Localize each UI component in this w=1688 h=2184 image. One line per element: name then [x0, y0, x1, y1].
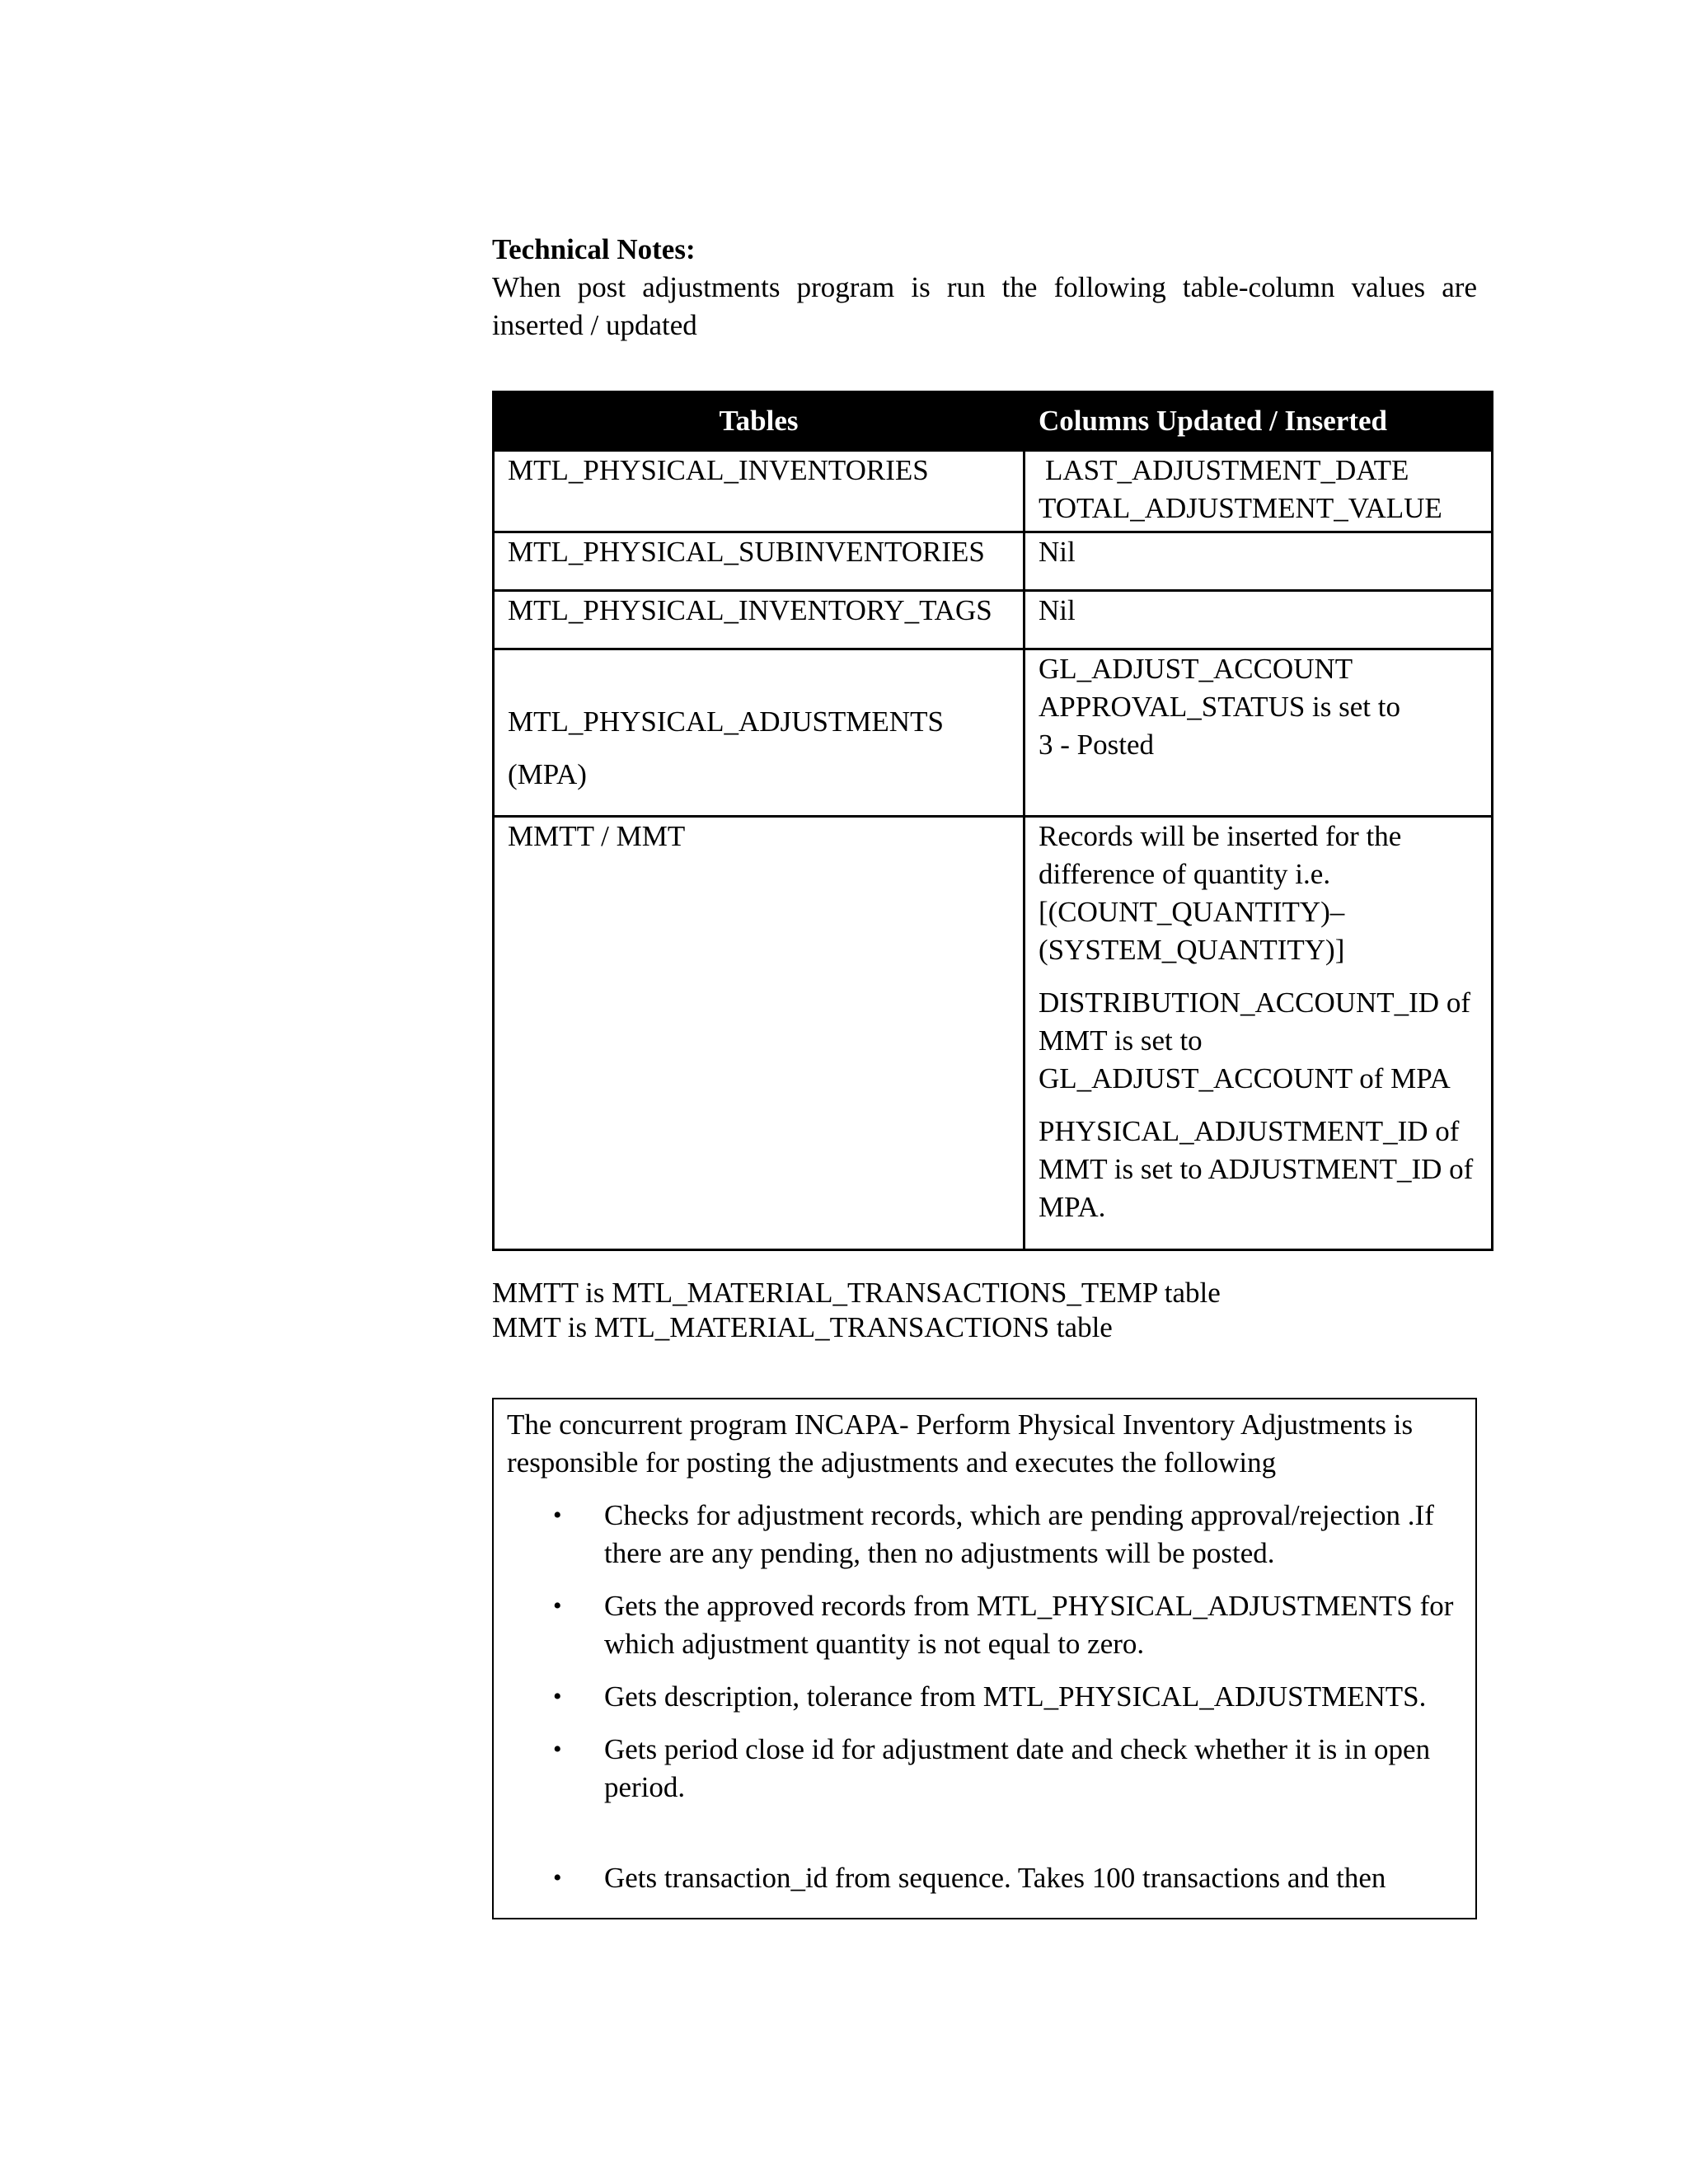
column-paragraph: PHYSICAL_ADJUSTMENT_ID of MMT is set to ADJUSTMENT_ID of MPA. [1039, 1115, 1474, 1223]
table-name-cell: MTL_PHYSICAL_INVENTORY_TAGS [494, 591, 1025, 649]
columns-cell: Nil [1025, 532, 1493, 591]
header-tables: Tables [494, 392, 1025, 451]
bullet-icon: • [553, 1502, 562, 1529]
table-name-cell [494, 649, 1025, 817]
list-item-text: Gets the approved records from MTL_PHYSICAL_ADJUSTMENTS for which adjustment quantity is not equal to zero. [604, 1590, 1454, 1660]
intro-paragraph: When post adjustments program is run the following table-column values are inserted / updated [492, 271, 1477, 341]
table-row [494, 532, 1493, 591]
list-item [507, 1497, 1462, 1572]
list-item-text: Gets transaction_id from sequence. Takes 100 transactions and then [604, 1862, 1386, 1894]
header-columns: Columns Updated / Inserted [1025, 392, 1493, 451]
table-name-cell: MMTT / MMT [494, 817, 1025, 1250]
box-intro: The concurrent program INCAPA- Perform Physical Inventory Adjustments is responsible for posting the adjustments and executes the following [507, 1408, 1414, 1479]
bullet-icon: • [553, 1683, 562, 1710]
section-heading: Technical Notes: [492, 233, 696, 265]
column-entry: TOTAL_ADJUSTMENT_VALUE [1039, 492, 1442, 524]
list-item-text: Checks for adjustment records, which are pending approval/rejection .If there are any pending, then no adjustments will be posted. [604, 1499, 1434, 1569]
bullet-icon: • [553, 1736, 562, 1763]
table-header-row [494, 392, 1493, 451]
columns-cell [1025, 451, 1493, 532]
list-item [507, 1859, 1462, 1897]
table-name-cell: MTL_PHYSICAL_SUBINVENTORIES [494, 532, 1025, 591]
column-entry: LAST_ADJUSTMENT_DATE [1045, 454, 1409, 486]
table-row [494, 649, 1493, 817]
tables-columns-table [492, 391, 1493, 1251]
table-name: MTL_PHYSICAL_ADJUSTMENTS [508, 705, 944, 738]
table-row [494, 451, 1493, 532]
column-paragraph: Records will be inserted for the difference of quantity i.e. [(COUNT_QUANTITY)–(SYSTEM_QUANTITY)] [1039, 820, 1402, 966]
column-entry: GL_ADJUST_ACCOUNT [1039, 653, 1353, 685]
table-row [494, 591, 1493, 649]
columns-cell [1025, 649, 1493, 817]
concurrent-program-box [492, 1398, 1477, 1919]
table-name-cell: MTL_PHYSICAL_INVENTORIES [494, 451, 1025, 532]
list-item [507, 1587, 1462, 1663]
table-abbreviation: (MPA) [508, 758, 587, 790]
columns-cell [1025, 817, 1493, 1250]
columns-cell: Nil [1025, 591, 1493, 649]
list-item [507, 1678, 1462, 1716]
column-paragraph: DISTRIBUTION_ACCOUNT_ID of MMT is set to GL_ADJUST_ACCOUNT of MPA [1039, 987, 1470, 1094]
note-line: MMT is MTL_MATERIAL_TRANSACTIONS table [492, 1311, 1113, 1343]
list-item-text: Gets description, tolerance from MTL_PHYSICAL_ADJUSTMENTS. [604, 1680, 1427, 1713]
bullet-icon: • [553, 1864, 562, 1891]
list-item [507, 1731, 1462, 1807]
column-entry: APPROVAL_STATUS is set to [1039, 691, 1401, 723]
list-item-text: Gets period close id for adjustment date and check whether it is in open period. [604, 1733, 1431, 1803]
bullet-list [507, 1497, 1462, 1897]
note-line: MMTT is MTL_MATERIAL_TRANSACTIONS_TEMP table [492, 1277, 1221, 1309]
table-row [494, 817, 1493, 1250]
bullet-icon: • [553, 1592, 562, 1619]
abbreviation-notes [492, 1276, 1221, 1345]
column-entry: 3 - Posted [1039, 729, 1154, 761]
